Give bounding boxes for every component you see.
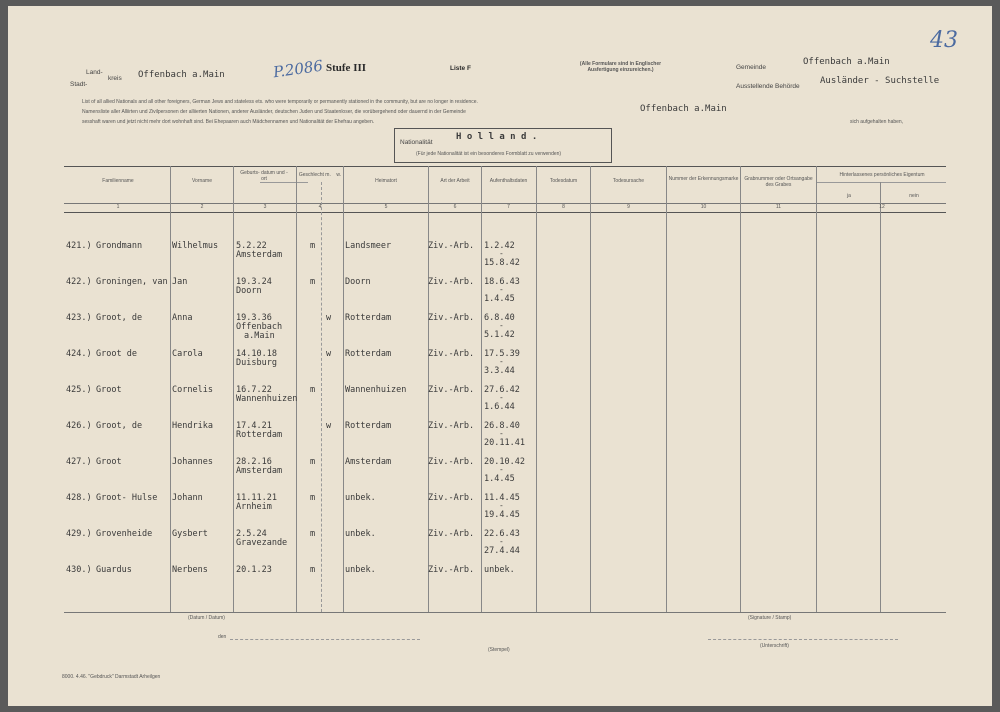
col-header-nein: nein	[909, 193, 919, 199]
row-geburtsort: Duisburg	[236, 358, 277, 368]
row-vorname: Cornelis	[172, 385, 213, 395]
row-heimatort: unbek.	[345, 565, 376, 575]
row-number: 424.)	[66, 349, 92, 359]
col-number: 3	[263, 204, 267, 210]
row-heimatort: Doorn	[345, 277, 371, 287]
property-header-divider	[816, 182, 946, 183]
col-header-ja: ja	[847, 193, 851, 199]
row-heimatort: Wannenhuizen	[345, 385, 407, 395]
archive-stamp-number: P.2086	[271, 56, 325, 82]
table-header-bottom	[64, 212, 946, 213]
row-number: 430.)	[66, 565, 92, 575]
row-geschlecht: w	[326, 349, 332, 359]
row-geschlecht: w	[326, 313, 332, 323]
col-header-familienname: Familienname	[102, 178, 134, 184]
col-header-geburtsdatum: Geburts- datum und -ort	[240, 170, 288, 182]
row-geschlecht: m	[310, 277, 316, 287]
row-geburtsdatum: 28.2.16	[236, 457, 272, 467]
row-familienname: Groot	[96, 385, 122, 395]
row-aufenthalt-bis: 20.11.41	[484, 438, 525, 448]
row-geburtsdatum: 17.4.21	[236, 421, 272, 431]
row-heimatort: Amsterdam	[345, 457, 392, 467]
row-vorname: Wilhelmus	[172, 241, 219, 251]
instruction-line-3: sesshaft waren und jetzt nicht mehr dort wohnhaft sind. Bei Ehepaaren auch Mädchennamen und Nationalität der Ehefrau angeben.	[82, 119, 375, 125]
row-geschlecht: m	[310, 385, 316, 395]
row-heimatort: unbek.	[345, 529, 376, 539]
row-number: 422.)	[66, 277, 92, 287]
col-header-todesdatum: Todesdatum	[549, 178, 578, 184]
row-date-dash: -	[499, 465, 504, 474]
stufe-title: Stufe III	[326, 62, 367, 74]
row-geburtsort: Doorn	[236, 286, 262, 296]
row-vorname: Johannes	[172, 457, 213, 467]
row-art-der-arbeit: Ziv.-Arb.	[428, 565, 475, 575]
printer-imprint: 8000. 4.46. "Gebdruck" Darmstadt Arheilgen	[62, 674, 161, 680]
row-geburtsort: Offenbach	[236, 322, 283, 332]
row-aufenthalt-von: 1.2.42	[484, 241, 515, 251]
row-vorname: Anna	[172, 313, 193, 323]
row-aufenthalt-bis: 5.1.42	[484, 330, 515, 340]
sex-header-divider	[260, 182, 308, 183]
page-number: 43	[930, 28, 958, 53]
row-geschlecht: m	[310, 529, 316, 539]
row-vorname: Nerbens	[172, 565, 208, 575]
row-familienname: Grondmann	[96, 241, 143, 251]
row-aufenthalt-bis: 19.4.45	[484, 510, 520, 520]
row-familienname: Guardus	[96, 565, 132, 575]
col-number: 4	[318, 204, 322, 210]
col-header-art-der-arbeit: Art der Arbeit	[440, 178, 470, 184]
row-aufenthalt-von: 11.4.45	[484, 493, 520, 503]
row-art-der-arbeit: Ziv.-Arb.	[428, 349, 475, 359]
row-art-der-arbeit: Ziv.-Arb.	[428, 241, 475, 251]
row-geschlecht: m	[310, 493, 316, 503]
row-aufenthalt-von: 22.6.43	[484, 529, 520, 539]
row-aufenthalt-von: 18.6.43	[484, 277, 520, 287]
row-art-der-arbeit: Ziv.-Arb.	[428, 529, 475, 539]
col-number: 8	[562, 204, 565, 210]
col-header-geschlecht: Geschlecht m. w.	[298, 172, 342, 178]
row-date-dash: -	[499, 321, 504, 330]
row-geburtsort: Arnheim	[236, 502, 272, 512]
row-familienname: Grovenheide	[96, 529, 153, 539]
table-top-border	[64, 166, 946, 167]
col-header-eigentum: Hinterlassenes persönliches Eigentum	[839, 172, 925, 178]
row-familienname: Groningen, van	[96, 277, 168, 287]
row-number: 423.)	[66, 313, 92, 323]
row-geschlecht: w	[326, 421, 332, 431]
col-line	[740, 166, 741, 612]
form-note: (Alle Formulare sind in Englischer Ausfertigung einzureichen.)	[579, 61, 662, 73]
row-familienname: Groot de	[96, 349, 137, 359]
row-vorname: Carola	[172, 349, 203, 359]
row-geburtsdatum: 5.2.22	[236, 241, 267, 251]
col-line	[590, 166, 591, 612]
row-geburtsdatum: 14.10.18	[236, 349, 277, 359]
row-geburtsort: Amsterdam	[236, 250, 283, 260]
row-familienname: Groot, de	[96, 421, 143, 431]
row-aufenthalt-von: 27.6.42	[484, 385, 520, 395]
col-line	[233, 166, 234, 612]
col-number: 12	[879, 204, 885, 210]
row-date-dash: -	[499, 501, 504, 510]
row-art-der-arbeit: Ziv.-Arb.	[428, 277, 475, 287]
row-number: 426.)	[66, 421, 92, 431]
col-line	[296, 166, 297, 612]
row-geburtsort-2: a.Main	[244, 331, 275, 341]
row-familienname: Groot	[96, 457, 122, 467]
row-heimatort: Rotterdam	[345, 313, 392, 323]
row-geburtsdatum: 16.7.22	[236, 385, 272, 395]
row-heimatort: Rotterdam	[345, 421, 392, 431]
row-geschlecht: m	[310, 241, 316, 251]
row-heimatort: Rotterdam	[345, 349, 392, 359]
behoerde-value: Ausländer - Suchstelle	[820, 76, 940, 86]
col-line	[321, 182, 322, 612]
row-aufenthalt-bis: 1.4.45	[484, 474, 515, 484]
row-geschlecht: m	[310, 565, 316, 575]
row-number: 429.)	[66, 529, 92, 539]
col-header-grab: Grabnummer oder Ortsangabe des Grabes	[744, 176, 813, 188]
row-geburtsort: Amsterdam	[236, 466, 283, 476]
row-geburtsort: Gravezande	[236, 538, 288, 548]
col-header-aufenthaltsdaten: Aufenthaltsdaten	[489, 178, 528, 184]
row-geburtsort: Wannenhuizen	[236, 394, 298, 404]
row-aufenthalt-von: 26.8.40	[484, 421, 520, 431]
nationality-note: (Für jede Nationalität ist ein besonderes Formblatt zu verwenden)	[416, 151, 562, 157]
row-date-dash: -	[499, 393, 504, 402]
col-line	[536, 166, 537, 612]
row-aufenthalt-von: 17.5.39	[484, 349, 520, 359]
row-art-der-arbeit: Ziv.-Arb.	[428, 457, 475, 467]
gemeinde-label: Gemeinde	[736, 64, 766, 71]
col-number: 10	[700, 204, 707, 210]
col-line	[880, 182, 881, 612]
col-number: 1	[116, 204, 120, 210]
col-line	[343, 166, 344, 612]
nationality-value: H o l l a n d .	[456, 132, 538, 142]
footer-unterschrift: (Unterschrift)	[760, 643, 789, 649]
land-label: Land-	[86, 69, 103, 76]
row-number: 425.)	[66, 385, 92, 395]
row-geburtsort: Rotterdam	[236, 430, 283, 440]
liste-title: Liste F	[450, 65, 471, 72]
row-date-dash: -	[499, 285, 504, 294]
row-aufenthalt-bis: 1.4.45	[484, 294, 515, 304]
row-aufenthalt-von: unbek.	[484, 565, 515, 575]
row-date-dash: -	[499, 429, 504, 438]
row-date-dash: -	[499, 537, 504, 546]
col-header-todesursache: Todesursache	[612, 178, 645, 184]
col-number: 5	[384, 204, 388, 210]
table-bottom-border	[64, 612, 946, 613]
row-aufenthalt-von: 6.8.40	[484, 313, 515, 323]
kreis-label: kreis	[108, 75, 122, 82]
row-art-der-arbeit: Ziv.-Arb.	[428, 385, 475, 395]
nationality-label: Nationalität	[400, 139, 433, 146]
col-line	[666, 166, 667, 612]
row-aufenthalt-bis: 27.4.44	[484, 546, 520, 556]
col-number: 9	[627, 204, 630, 210]
row-geburtsdatum: 2.5.24	[236, 529, 267, 539]
row-art-der-arbeit: Ziv.-Arb.	[428, 421, 475, 431]
row-aufenthalt-bis: 15.8.42	[484, 258, 520, 268]
footer-date-line	[230, 639, 420, 640]
row-number: 428.)	[66, 493, 92, 503]
col-header-erkennungsmarke: Nummer der Erkennungsmarke	[668, 176, 739, 182]
col-number: 11	[775, 204, 782, 210]
row-familienname: Groot, de	[96, 313, 143, 323]
instruction-line-1: List of all allied Nationals and all other foreigners, German Jews and stateless ets. who were temporarily or permanently stationed in the community, but are no longer in residence.	[82, 99, 478, 105]
row-geschlecht: m	[310, 457, 316, 467]
row-aufenthalt-von: 20.10.42	[484, 457, 525, 467]
row-vorname: Johann	[172, 493, 203, 503]
row-geburtsdatum: 19.3.36	[236, 313, 272, 323]
instruction-line-3-end: sich aufgehalten haben,	[850, 119, 904, 125]
footer-datum: (Datum / Datum)	[188, 615, 225, 621]
row-date-dash: -	[499, 249, 504, 258]
footer-signature: (Signature / Stamp)	[748, 615, 792, 621]
row-vorname: Gysbert	[172, 529, 208, 539]
col-header-heimatort: Heimatort	[375, 178, 397, 184]
row-heimatort: Landsmeer	[345, 241, 392, 251]
footer-signature-line	[708, 639, 898, 640]
stadt-label: Stadt-	[70, 81, 88, 88]
col-line	[816, 166, 817, 612]
col-number: 6	[453, 204, 457, 210]
row-art-der-arbeit: Ziv.-Arb.	[428, 493, 475, 503]
col-line	[170, 166, 171, 612]
row-aufenthalt-bis: 1.6.44	[484, 402, 515, 412]
behoerde-place: Offenbach a.Main	[640, 104, 727, 114]
col-header-vorname: Vorname	[191, 178, 212, 184]
row-geburtsdatum: 19.3.24	[236, 277, 272, 287]
row-art-der-arbeit: Ziv.-Arb.	[428, 313, 475, 323]
row-heimatort: unbek.	[345, 493, 376, 503]
row-vorname: Hendrika	[172, 421, 213, 431]
footer-stempel: (Stempel)	[488, 647, 510, 653]
kreis-value: Offenbach a.Main	[138, 70, 225, 80]
row-familienname: Groot- Hulse	[96, 493, 158, 503]
behoerde-label: Ausstellende Behörde	[736, 83, 800, 90]
row-number: 421.)	[66, 241, 92, 251]
row-geburtsdatum: 11.11.21	[236, 493, 277, 503]
row-number: 427.)	[66, 457, 92, 467]
document-sheet	[8, 6, 992, 706]
gemeinde-value: Offenbach a.Main	[803, 57, 890, 67]
col-line	[481, 166, 482, 612]
row-aufenthalt-bis: 3.3.44	[484, 366, 515, 376]
instruction-line-2: Namensliste aller Alliirten und Zivilpersonen der alliierten Nationen, anderer Ausländer, deutschen Juden und Staatenloser, die vorübergehend oder dauernd in der Gemeinde	[82, 109, 466, 115]
row-date-dash: -	[499, 357, 504, 366]
col-number: 2	[200, 204, 204, 210]
row-vorname: Jan	[172, 277, 188, 287]
col-number: 7	[507, 204, 510, 210]
footer-den: den	[218, 634, 227, 640]
row-geburtsdatum: 20.1.23	[236, 565, 272, 575]
